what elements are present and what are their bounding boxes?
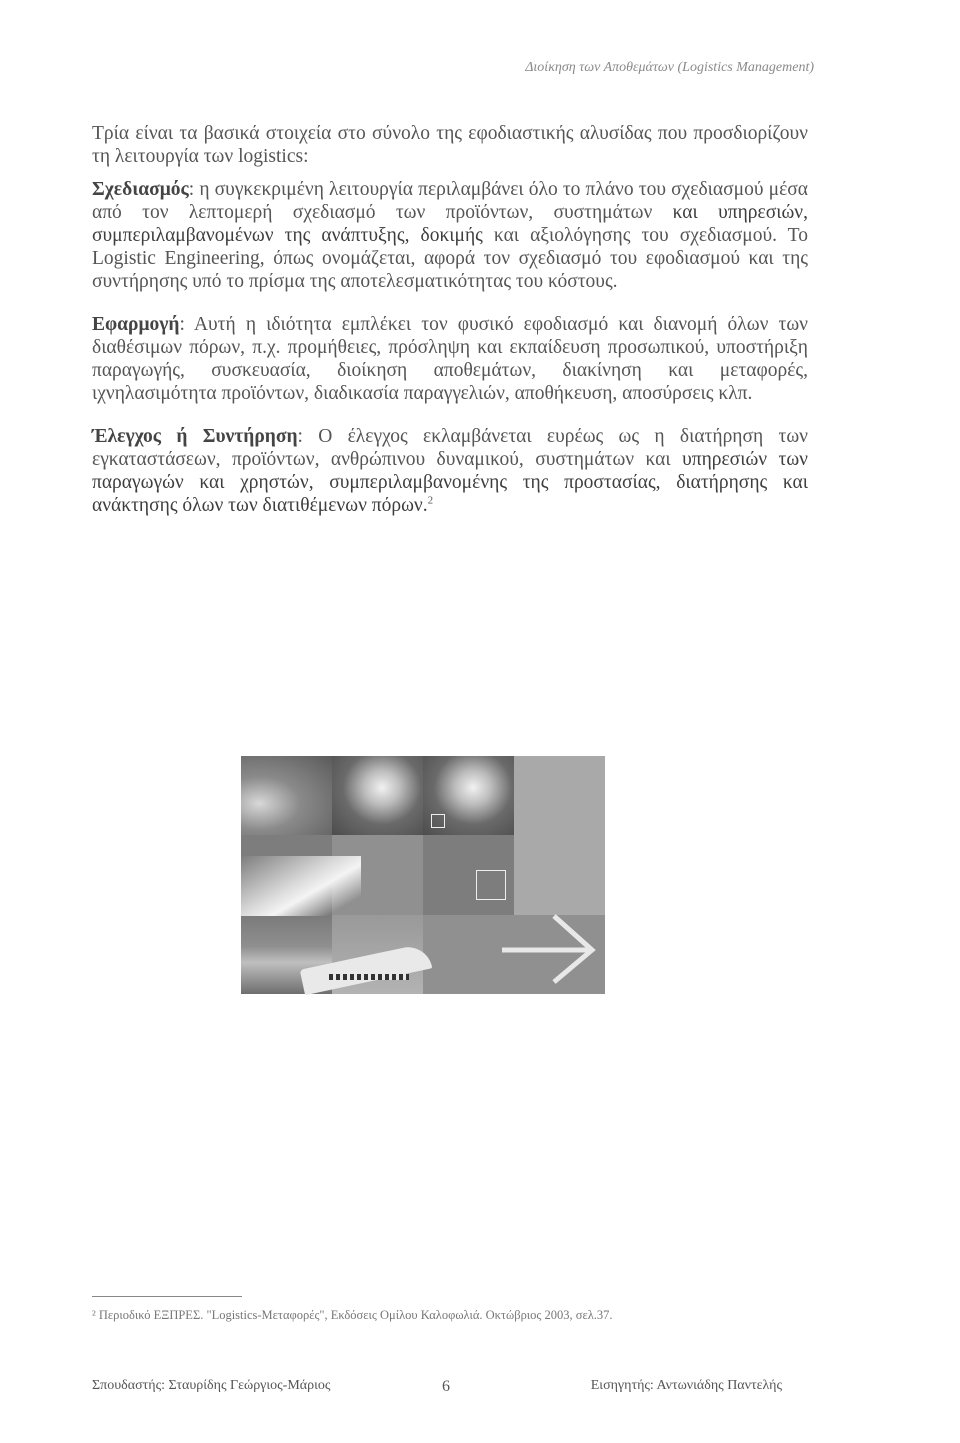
footnote-divider bbox=[92, 1296, 242, 1297]
mosaic-tile bbox=[332, 756, 423, 835]
footnote-mark: 2 bbox=[427, 494, 434, 507]
footer-student: Σπουδαστής: Σταυρίδης Γεώργιος-Μάριος bbox=[92, 1378, 331, 1393]
footer-supervisor: Εισηγητής: Αντωνιάδης Παντελής bbox=[590, 1378, 782, 1393]
mosaic-tile bbox=[514, 835, 605, 914]
mosaic-tile bbox=[423, 835, 514, 914]
control-text-a: : Ο έλεγχος εκλαμβάνεται ευρέως ως η διατήρηση των εγκαταστάσεων, προϊόντων, ανθρώπινου δυναμικού, συστημάτων και bbox=[92, 426, 808, 470]
design-term: Σχεδιασμός bbox=[92, 179, 189, 200]
application-term: Εφαρμογή bbox=[92, 314, 180, 335]
handshake-icon bbox=[241, 856, 361, 916]
footnote: ² Περιοδικό ΕΞΠΡΕΣ. "Logistics-Μεταφορές", Εκδόσεις Ομίλου Καλοφωλιά. Οκτώβριος 2003, σελ.37. bbox=[92, 1308, 613, 1322]
control-paragraph bbox=[92, 425, 808, 517]
intro-paragraph: Τρία είναι τα βασικά στοιχεία στο σύνολο της εφοδιαστικής αλυσίδας που προσδιορίζουν τη λειτουργία των logistics: bbox=[92, 123, 808, 167]
small-square-icon bbox=[431, 814, 445, 828]
square-outline-icon bbox=[476, 870, 506, 900]
design-text-a: : η συγκεκριμένη λειτουργία περιλαμβάνει όλο το πλάνο του σχεδιασμού μέσα από τον λεπτομερή σχεδιασμό των προϊόντων, συστημάτων bbox=[92, 179, 808, 223]
design-paragraph bbox=[92, 178, 808, 293]
airplane-windows-icon bbox=[329, 974, 409, 980]
right-arrow-icon bbox=[496, 914, 596, 984]
application-paragraph bbox=[92, 313, 808, 405]
control-text-bold: υπηρεσιών των παραγωγών και χρηστών, συμπεριλαμβανομένης της προστασίας, διατήρησης και ανάκτησης όλων των διατιθέμενων πόρων. bbox=[92, 449, 808, 516]
page-number: 6 bbox=[442, 1378, 450, 1395]
application-text: : Αυτή η ιδιότητα εμπλέκει τον φυσικό εφοδιασμό και διανομή όλων των διαθέσιμων πόρων, π.χ. προμήθειες, πρόσληψη και εκπαίδευση προσωπικού, υποστήριξη παραγωγής, συσκευασία, διοίκηση αποθεμάτων, διακίνηση και μεταφορές, ιχνηλασιμότητα προϊόντων, διαδικασία παραγγελιών, αποθήκευση, αποσύρσεις κλπ. bbox=[92, 314, 808, 404]
design-text-b: και αξιολόγησης του σχεδιασμού. Το Logistic Engineering, όπως ονομάζεται, αφορά τον σχεδιασμό του εφοδιασμού και της συντήρησης υπό το πρίσμα της αποτελεσματικότητας του κόστους. bbox=[92, 225, 808, 292]
main-content bbox=[92, 122, 808, 537]
running-header: Διοίκηση των Αποθεμάτων (Logistics Management) bbox=[525, 60, 814, 75]
logistics-mosaic-image bbox=[241, 756, 605, 994]
mosaic-tile bbox=[241, 756, 332, 835]
design-text-bold: και υπηρεσιών, συμπεριλαμβανομένων της ανάπτυξης, δοκιμής bbox=[92, 202, 808, 246]
mosaic-tile bbox=[423, 756, 514, 835]
mosaic-tile bbox=[514, 756, 605, 835]
control-term: Έλεγχος ή Συντήρηση bbox=[92, 426, 298, 447]
